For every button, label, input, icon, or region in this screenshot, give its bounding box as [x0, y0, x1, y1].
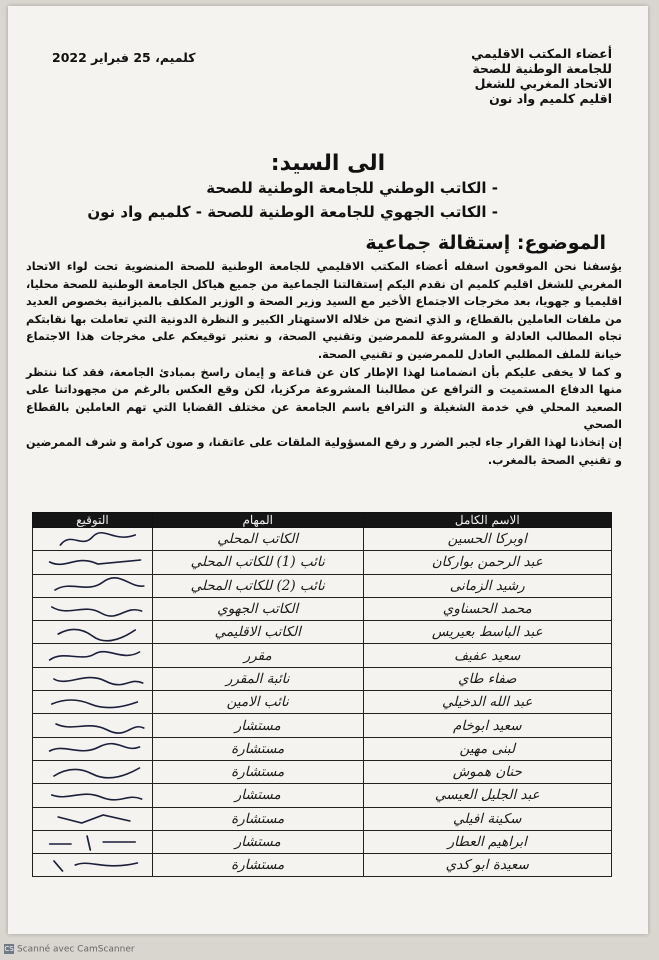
header-name: الاسم الكامل: [363, 513, 611, 528]
member-role: نائب (2) للكاتب المحلي: [152, 574, 363, 597]
handwritten-signature: [39, 646, 146, 666]
sender-line: الاتحاد المغربي للشغل: [474, 76, 612, 91]
handwritten-signature: [39, 552, 146, 572]
member-name: سعيد ابوخام: [363, 714, 611, 737]
member-signature: [33, 760, 153, 783]
table-row: [33, 644, 612, 667]
table-row: [33, 830, 612, 853]
member-role: نائب الامين: [152, 691, 363, 714]
member-signature: [33, 528, 153, 551]
handwritten-signature: [39, 809, 146, 829]
table-row: [33, 551, 612, 574]
handwritten-signature: [39, 622, 146, 642]
handwritten-signature: [39, 599, 146, 619]
handwritten-signature: [39, 739, 146, 759]
member-role: الكاتب الجهوي: [152, 597, 363, 620]
sender-line: اقليم كلميم واد نون: [489, 91, 612, 106]
member-name: محمد الحسناوي: [363, 597, 611, 620]
recipients-block: [18, 176, 498, 224]
member-role: مستشارة: [152, 760, 363, 783]
scanner-label: Scanné avec CamScanner: [17, 944, 135, 954]
handwritten-signature: [39, 692, 146, 712]
sender-block: [382, 46, 612, 106]
table-row: [33, 597, 612, 620]
member-role: الكاتب الاقليمي: [152, 621, 363, 644]
sender-line: للجامعة الوطنية للصحة: [472, 61, 612, 76]
signature-table: [32, 512, 612, 877]
member-name: رشيد الزمانى: [363, 574, 611, 597]
table-row: [33, 737, 612, 760]
handwritten-signature: [39, 716, 146, 736]
member-role: نائب (1) للكاتب المحلي: [152, 551, 363, 574]
member-role: مستشارة: [152, 737, 363, 760]
member-name: عبد الجليل العيسي: [363, 784, 611, 807]
table-row: [33, 667, 612, 690]
member-name: سكينة افيلي: [363, 807, 611, 830]
camscanner-icon: CS: [4, 944, 14, 953]
header-signature: التوقيع: [33, 513, 153, 528]
handwritten-signature: [39, 669, 146, 689]
handwritten-signature: [39, 785, 146, 805]
member-signature: [33, 574, 153, 597]
member-signature: [33, 854, 153, 877]
table-row: [33, 621, 612, 644]
table-row: [33, 574, 612, 597]
table-row: [33, 807, 612, 830]
member-name: سعيدة ابو كدي: [363, 854, 611, 877]
member-name: عبد الله الدخيلي: [363, 691, 611, 714]
member-name: عبد الباسط بعيريس: [363, 621, 611, 644]
member-role: مستشارة: [152, 854, 363, 877]
scanner-footer: [4, 944, 135, 955]
table-row: [33, 784, 612, 807]
address-title: الى السيد:: [270, 151, 386, 176]
member-signature: [33, 807, 153, 830]
member-name: لبنى مهين: [363, 737, 611, 760]
member-name: ابراهيم العطار: [363, 830, 611, 853]
member-role: مستشارة: [152, 807, 363, 830]
handwritten-signature: [39, 576, 146, 596]
handwritten-signature: [39, 855, 146, 875]
sender-line: أعضاء المكتب الاقليمي: [471, 46, 612, 61]
table-row: [33, 714, 612, 737]
member-signature: [33, 551, 153, 574]
member-role: الكاتب المحلي: [152, 528, 363, 551]
letter-date: كلميم، 25 فبراير 2022: [52, 50, 196, 65]
member-signature: [33, 737, 153, 760]
member-name: سعيد عفيف: [363, 644, 611, 667]
member-signature: [33, 621, 153, 644]
table-row: [33, 691, 612, 714]
recipient-line: - الكاتب الوطني للجامعة الوطنية للصحة: [206, 179, 498, 197]
recipient-line: - الكاتب الجهوي للجامعة الوطنية للصحة - كلميم واد نون: [87, 203, 498, 221]
table-header-row: [33, 513, 612, 528]
table-row: [33, 854, 612, 877]
member-signature: [33, 784, 153, 807]
letter-body: [26, 258, 622, 469]
member-role: نائبة المقرر: [152, 667, 363, 690]
member-role: مستشار: [152, 714, 363, 737]
member-signature: [33, 714, 153, 737]
handwritten-signature: [39, 762, 146, 782]
member-name: حنان هموش: [363, 760, 611, 783]
member-signature: [33, 644, 153, 667]
handwritten-signature: [39, 529, 146, 549]
member-name: صفاء طاي: [363, 667, 611, 690]
handwritten-signature: [39, 832, 146, 852]
member-signature: [33, 691, 153, 714]
body-paragraph: يؤسفنا نحن الموقعون اسفله أعضاء المكتب الاقليمي للجامعة الوطنية للصحة المنضوية تحت لواء الاتحاد المغربي للشغل اقليم كلميم ان نقدم اليكم إستقالتنا الجماعية من جميع هياكل الجامعة الوطنية للصحة محليا، اقليميا و جهويا، بعد مخرجات الاجتماع الأخير مع السيد وزير الصحة و الوزير المكلف بالميزانية بخصوص العديد من ملفات العاملين بالقطاع، و الذي اتضح من خلاله الاستهتار الكبير و النظرة الدونية التي تعاملت بها نقابتكم تجاه المطالب العادلة و المشروعة للممرضين وتقنيي الصحة، و نعتبر توقيعكم على مخرجات هذا الاجتماع خيانة للملف المطلبي العادل للممرضين و تقنيي الصحة.: [26, 260, 622, 361]
member-signature: [33, 597, 153, 620]
member-name: اوبركا الحسين: [363, 528, 611, 551]
member-role: مستشار: [152, 784, 363, 807]
member-signature: [33, 667, 153, 690]
member-role: مقرر: [152, 644, 363, 667]
table-row: [33, 528, 612, 551]
subject-line: الموضوع: إستقالة جماعية: [365, 232, 606, 254]
body-paragraph: و كما لا يخفى عليكم بأن انضمامنا لهذا الإطار كان عن قناعة و إيمان راسخ بمبادئ الجامعة، فقد كنا ننتظر منها الدفاع المستميت و الترافع عن مطالبنا المشروعة مركزيا، لكن وقع العكس بالرغم من مجهوداتنا على الصعيد المحلي في خدمة الشغيلة و الترافع باسم الجامعة عن مختلف القضايا التي تهم العاملين بالقطاع الصحي: [26, 365, 622, 432]
table-row: [33, 760, 612, 783]
member-role: مستشار: [152, 830, 363, 853]
member-signature: [33, 830, 153, 853]
member-name: عبد الرحمن بواركان: [363, 551, 611, 574]
header-role: المهام: [152, 513, 363, 528]
body-paragraph: إن إتخاذنا لهذا القرار جاء لجبر الضرر و رفع المسؤولية الملقات على عاتقنا، و صون كرامة و شرف الممرضين و تقنيي الصحة بالمغرب.: [26, 435, 622, 467]
